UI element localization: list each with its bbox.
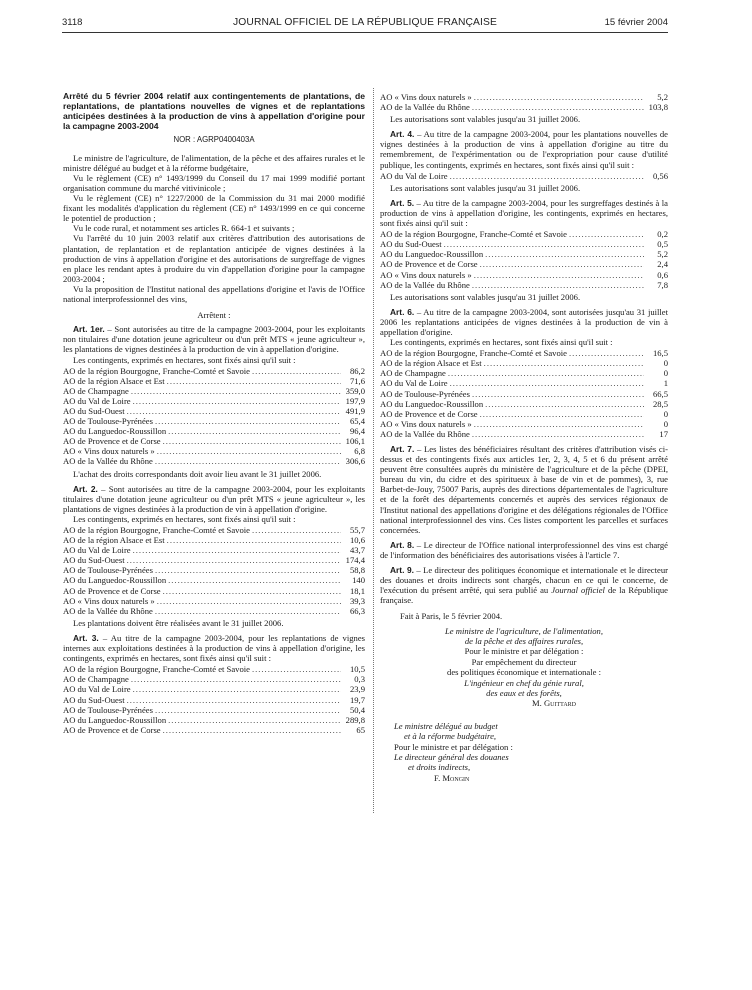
quota-value: 0,6	[657, 269, 668, 280]
appellation-name: AO de la Vallée du Rhône	[380, 102, 470, 113]
quota-value: 0	[663, 408, 668, 419]
quota-value: 0	[663, 358, 668, 369]
quota-row	[63, 416, 365, 426]
issue-date: 15 février 2004	[604, 17, 668, 28]
quota-row	[63, 376, 365, 386]
appellation-name: AO « Vins doux naturels »	[380, 269, 472, 280]
quota-row	[380, 419, 668, 429]
dot-leader	[167, 376, 341, 386]
quota-value: 65	[356, 724, 365, 735]
appellation-name: AO du Sud-Ouest	[63, 555, 125, 566]
quota-row	[63, 525, 365, 535]
dot-leader	[155, 416, 341, 426]
quota-row	[380, 368, 668, 378]
dot-leader	[472, 429, 644, 439]
quota-value: 50,4	[349, 704, 365, 715]
quota-row	[380, 429, 668, 439]
quota-row	[380, 409, 668, 419]
dot-leader	[480, 409, 644, 419]
quota-row	[63, 606, 365, 616]
signatory-name: F. Mongin	[434, 772, 470, 783]
dot-leader	[485, 249, 644, 259]
appellation-name: AO de la région Alsace et Est	[63, 375, 165, 386]
quota-table	[380, 229, 668, 290]
dot-leader	[127, 555, 341, 565]
dot-leader	[168, 426, 341, 436]
dot-leader	[163, 586, 341, 596]
article-2: Art. 2. – Sont autorisées au titre de la campagne 2003-2004, pour les exploitants titulaires d'une dotation jeune agriculteur ou d'un prêt MTS « jeune agriculteur », les plantations de vignes destinées à la production de vin à appellation d'origine.	[63, 483, 365, 514]
quota-row	[63, 456, 365, 466]
quota-value: 140	[352, 575, 365, 586]
quota-value: 0,5	[657, 239, 668, 250]
appellation-name: AO de Toulouse-Pyrénées	[63, 704, 153, 715]
appellation-name: AO du Sud-Ouest	[380, 239, 442, 250]
quota-value: 6,8	[354, 446, 365, 457]
article-3: Art. 3. – Au titre de la campagne 2003-2004, pour les replantations de vignes internes aux exploitations destinées à la production de vins à appellation d'origine, les contingents, exprimés en hectares, sont fixés ainsi qu'il suit :	[63, 632, 365, 664]
quota-value: 197,9	[345, 395, 365, 406]
journal-title: JOURNAL OFFICIEL DE LA RÉPUBLIQUE FRANÇAISE	[233, 17, 497, 28]
appellation-name: AO du Val de Loire	[63, 545, 131, 556]
dot-leader	[168, 715, 341, 725]
quota-value: 66,3	[349, 605, 365, 616]
article-6: Art. 6. – Au titre de la campagne 2003-2004, sont autorisées jusqu'au 31 juillet 2006 les replantations anticipées de vignes destinées à la production de vin à appellation d'origine.	[380, 306, 668, 337]
quota-row	[63, 366, 365, 376]
quota-table	[380, 92, 668, 112]
quota-value: 18,1	[349, 585, 365, 596]
quota-value: 106,1	[345, 436, 365, 447]
article-label: Art. 9.	[390, 565, 414, 576]
dot-leader	[163, 725, 341, 735]
preamble-paragraph: Vu l'arrêté du 10 juin 2003 relatif aux critères d'attribution des autorisations de plantation, de replantation et de replantation anticipée de vignes destinées à la production de vins à appellation d'origine et des autorisations de surgreffage de vignes en place les rendant aptes à produire du vin d'appellation d'origine pour la campagne 2003-2004 ;	[63, 233, 365, 284]
dot-leader	[484, 358, 644, 368]
appellation-name: AO de la Vallée du Rhône	[380, 279, 470, 290]
quota-row	[63, 695, 365, 705]
appellation-name: AO de Champagne	[63, 674, 129, 685]
dot-leader	[472, 102, 644, 112]
dot-leader	[127, 406, 341, 416]
quota-row	[380, 249, 668, 259]
article-label: Art. 7.	[390, 444, 415, 454]
page-number: 3118	[62, 17, 83, 28]
appellation-name: AO du Val de Loire	[380, 378, 448, 389]
quota-value: 103,8	[648, 102, 668, 113]
dot-leader	[133, 545, 341, 555]
decree-title: Arrêté du 5 février 2004 relatif aux contingentements de plantations, de replantations, de plantations nouvelles de vignes et de replantations anticipées destinées à la production de vins à appellation d'origine pour la campagne 2003-2004	[63, 91, 365, 131]
dot-leader	[131, 386, 341, 396]
quota-row	[63, 725, 365, 735]
appellation-name: AO de Provence et de Corse	[63, 724, 161, 735]
article-footer: Les plantations doivent être réalisées avant le 31 juillet 2006.	[73, 617, 284, 628]
quota-value: 19,7	[349, 694, 365, 705]
quota-value: 306,6	[345, 456, 365, 467]
signature-block-agriculture: Le ministre de l'agriculture, de l'alimentation, de la pêche et des affaires rurales, Pour le ministre et par délégation : Par empêchement du directeur des politiques économique et internationale : L'ingénieur en chef du génie rural, des eaux et des forêts, M. Guittard	[380, 626, 668, 709]
appellation-name: AO « Vins doux naturels »	[380, 92, 472, 102]
right-column	[380, 92, 668, 783]
quota-value: 0	[663, 368, 668, 379]
quota-value: 17	[659, 428, 668, 439]
quota-row	[63, 664, 365, 674]
nor-reference: NOR : AGRP0400403A	[173, 134, 255, 144]
quota-value: 43,7	[349, 545, 365, 556]
appellation-name: AO de Provence et de Corse	[63, 436, 161, 447]
quota-table	[380, 171, 668, 181]
arrete-label: Arrêtent :	[197, 310, 231, 321]
article-footer: Les autorisations sont valables jusqu'au 31 juillet 2006.	[390, 182, 581, 193]
article-7: Art. 7. – Les listes des bénéficiaires résultant des critères d'attribution visés ci-dessus et des contingents fixés aux articles 1er, 2, 3, 4, 5 et 6 du présent arrêté peuvent être consultées auprès du ministère de l'agriculture et de la pêche (DPEI, bureau du vin, du cidre et des spiritueux à base de vin et de pommes), 3, rue Barbet-de-Jouy, 75007 Paris, auprès des directions départementales de l'agriculture et de la forêt des départements concernés et auprès des services régionaux de l'Institut national des appellations d'origine et des délégations régionales de l'Office national interprofessionnel des vins. Ces listes comportent les parcelles et surfaces concernées.	[380, 444, 668, 535]
quota-table	[63, 366, 365, 467]
quota-row	[63, 596, 365, 606]
quota-row	[63, 396, 365, 406]
appellation-name: AO de Toulouse-Pyrénées	[63, 416, 153, 427]
appellation-name: AO « Vins doux naturels »	[63, 446, 155, 457]
appellation-name: AO de Toulouse-Pyrénées	[380, 388, 470, 399]
quota-row	[63, 555, 365, 565]
dot-leader	[474, 270, 644, 280]
article-footer: L'achat des droits correspondants doit avoir lieu avant le 31 juillet 2006.	[73, 468, 322, 479]
appellation-name: AO de Champagne	[63, 385, 129, 396]
article-1: Art. 1er. – Sont autorisées au titre de la campagne 2003-2004, pour les exploitants non titulaires d'une dotation jeune agriculteur ou d'un prêt MTS « jeune agriculteur », les plantations de vignes destinées à la production de vin à appellation d'origine.	[63, 324, 365, 355]
dot-leader	[450, 378, 644, 388]
quota-row	[380, 102, 668, 112]
dot-leader	[157, 596, 341, 606]
preamble-paragraph: Vu la proposition de l'Institut national des appellations d'origine et l'avis de l'Office national interprofessionnel des vins,	[63, 283, 365, 305]
quota-value: 23,9	[349, 684, 365, 695]
article-intro: Les contingents, exprimés en hectares, sont fixés ainsi qu'il suit :	[73, 354, 296, 365]
article-label: Art. 5.	[390, 197, 415, 208]
quota-row	[380, 389, 668, 399]
quota-row	[380, 171, 668, 181]
quota-value: 5,2	[657, 249, 668, 260]
dot-leader	[157, 446, 341, 456]
preamble-paragraph: Vu le règlement (CE) n° 1227/2000 de la Commission du 31 mai 2000 modifié fixant les modalités d'application du règlement (CE) n° 1493/1999 en ce qui concerne le potentiel de production ;	[63, 193, 365, 224]
appellation-name: AO du Sud-Ouest	[63, 694, 125, 705]
dot-leader	[133, 684, 341, 694]
appellation-name: AO du Val de Loire	[63, 684, 131, 695]
appellation-name: AO du Languedoc-Roussillon	[63, 575, 167, 586]
quota-value: 66,5	[652, 388, 668, 399]
quota-row	[380, 229, 668, 239]
dot-leader	[474, 92, 644, 102]
appellation-name: AO du Languedoc-Roussillon	[63, 714, 167, 725]
dot-leader	[480, 259, 644, 269]
quota-value: 0,2	[657, 229, 668, 240]
column-divider	[373, 88, 375, 813]
quota-row	[380, 239, 668, 249]
article-label: Art. 6.	[390, 306, 415, 317]
article-5: Art. 5. – Au titre de la campagne 2003-2004, pour les surgreffages destinés à la production de vins à appellation d'origine, les contingents, exprimés en hectares, sont fixés ainsi qu'il suit :	[380, 197, 668, 229]
dot-leader	[127, 695, 341, 705]
article-label: Art. 8.	[390, 539, 415, 550]
dot-leader	[444, 239, 644, 249]
quota-value: 0	[663, 418, 668, 429]
quota-row	[63, 586, 365, 596]
quota-value: 16,5	[652, 348, 668, 359]
quota-value: 174,4	[345, 555, 365, 566]
quota-value: 7,8	[657, 279, 668, 290]
signature-date: Fait à Paris, le 5 février 2004.	[400, 611, 503, 622]
appellation-name: AO de la région Alsace et Est	[63, 535, 165, 546]
quota-value: 55,7	[349, 525, 365, 535]
quota-value: 0,56	[652, 170, 668, 181]
appellation-name: AO « Vins doux naturels »	[380, 418, 472, 429]
quota-row	[380, 399, 668, 409]
quota-row	[380, 280, 668, 290]
article-intro: Les contingents, exprimés en hectares, sont fixés ainsi qu'il suit :	[390, 337, 613, 348]
quota-row	[380, 378, 668, 388]
appellation-name: AO de la Vallée du Rhône	[380, 428, 470, 439]
dot-leader	[133, 396, 341, 406]
dot-leader	[155, 456, 341, 466]
preamble-paragraph: Le ministre de l'agriculture, de l'alimentation, de la pêche et des affaires rurales et le ministre délégué au budget et à la réforme budgétaire,	[63, 152, 365, 173]
left-column	[63, 92, 365, 737]
quota-row	[63, 715, 365, 725]
quota-row	[63, 436, 365, 446]
dot-leader	[252, 664, 341, 674]
article-8: Art. 8. – Le directeur de l'Office national interprofessionnel des vins est chargé de l'information des bénéficiaires des autorisations visées à l'article 7.	[380, 539, 668, 560]
quota-value: 289,8	[345, 714, 365, 725]
quota-row	[63, 674, 365, 684]
quota-row	[63, 446, 365, 456]
dot-leader	[472, 389, 644, 399]
dot-leader	[155, 565, 341, 575]
article-9: Art. 9. – Le directeur des politiques économique et internationale et le directeur des douanes et droits indirects sont chargés, chacun en ce qui le concerne, de l'exécution du présent arrêté, qui sera publié au Journal officiel de la République française.	[380, 565, 668, 606]
preamble-paragraph: Vu le règlement (CE) n° 1493/1999 du Conseil du 17 mai 1999 modifié portant organisation commune du marché vitivinicole ;	[63, 172, 365, 193]
quota-row	[380, 270, 668, 280]
appellation-name: AO de Provence et de Corse	[63, 585, 161, 596]
quota-value: 71,6	[349, 375, 365, 386]
appellation-name: AO du Val de Loire	[380, 170, 448, 181]
quota-value: 1	[663, 378, 668, 389]
appellation-name: AO du Languedoc-Roussillon	[63, 426, 167, 437]
quota-value: 65,4	[349, 416, 365, 427]
dot-leader	[252, 366, 341, 376]
appellation-name: AO de la région Bourgogne, Franche-Comté et Savoie	[380, 348, 567, 359]
header-rule	[62, 32, 668, 33]
article-label: Art. 4.	[390, 129, 415, 140]
quota-row	[63, 575, 365, 585]
appellation-name: AO de la région Bourgogne, Franche-Comté et Savoie	[63, 525, 250, 535]
quota-row	[63, 426, 365, 436]
article-label: Art. 2.	[73, 483, 98, 494]
quota-value: 2,4	[657, 259, 668, 270]
appellation-name: AO de Provence et de Corse	[380, 259, 478, 270]
signatory-name: M. Guittard	[532, 698, 576, 709]
dot-leader	[485, 399, 644, 409]
page-header	[62, 16, 668, 30]
dot-leader	[252, 525, 341, 535]
quota-row	[380, 259, 668, 269]
appellation-name: AO du Sud-Ouest	[63, 405, 125, 416]
article-4: Art. 4. – Au titre de la campagne 2003-2004, pour les plantations nouvelles de vignes destinées à la production de vins à appellation d'origine au titre du remembrement, de l'expérimentation ou de l'expropriation pour cause d'utilité publique, les contingents, exprimés en hectares, sont fixés ainsi qu'il suit :	[380, 129, 668, 170]
quota-row	[63, 684, 365, 694]
quota-value: 28,5	[652, 398, 668, 409]
quota-value: 10,5	[349, 664, 365, 675]
quota-row	[63, 705, 365, 715]
dot-leader	[569, 229, 644, 239]
quota-row	[380, 358, 668, 368]
quota-row	[380, 348, 668, 358]
appellation-name: AO de la région Alsace et Est	[380, 358, 482, 369]
appellation-name: AO du Val de Loire	[63, 395, 131, 406]
dot-leader	[168, 575, 341, 585]
dot-leader	[450, 171, 644, 181]
quota-row	[63, 406, 365, 416]
dot-leader	[155, 705, 341, 715]
dot-leader	[474, 419, 644, 429]
appellation-name: AO de la région Bourgogne, Franche-Comté et Savoie	[63, 365, 250, 376]
signature-block-budget: Le ministre délégué au budget et à la réforme budgétaire, Pour le ministre et par délégation : Le directeur général des douanes et droits indirects, F. Mongin	[394, 721, 668, 783]
appellation-name: AO de la Vallée du Rhône	[63, 456, 153, 467]
article-label: Art. 1er.	[73, 324, 105, 335]
quota-row	[63, 535, 365, 545]
appellation-name: AO du Languedoc-Roussillon	[380, 249, 484, 260]
dot-leader	[155, 606, 341, 616]
appellation-name: AO du Languedoc-Roussillon	[380, 398, 484, 409]
quota-value: 96,4	[349, 426, 365, 437]
article-footer: Les autorisations sont valables jusqu'au 31 juillet 2006.	[390, 114, 581, 125]
appellation-name: AO de Champagne	[380, 368, 446, 379]
quota-value: 39,3	[349, 595, 365, 606]
dot-leader	[167, 535, 341, 545]
quota-value: 86,2	[349, 365, 365, 376]
quota-row	[63, 565, 365, 575]
article-label: Art. 3.	[73, 632, 99, 643]
quota-row	[63, 386, 365, 396]
article-footer: Les autorisations sont valables jusqu'au 31 juillet 2006.	[390, 291, 581, 302]
dot-leader	[569, 348, 644, 358]
appellation-name: AO de Provence et de Corse	[380, 408, 478, 419]
article-intro: Les contingents, exprimés en hectares, sont fixés ainsi qu'il suit :	[73, 513, 296, 524]
quota-value: 58,8	[349, 565, 365, 576]
quota-table	[380, 348, 668, 439]
quota-value: 359,0	[345, 385, 365, 396]
appellation-name: AO de Toulouse-Pyrénées	[63, 565, 153, 576]
appellation-name: AO de la Vallée du Rhône	[63, 605, 153, 616]
dot-leader	[472, 280, 644, 290]
preamble-paragraph: Vu le code rural, et notamment ses articles R. 664-1 et suivants ;	[73, 223, 295, 234]
appellation-name: AO de la région Bourgogne, Franche-Comté et Savoie	[63, 664, 250, 675]
quota-value: 10,6	[349, 535, 365, 546]
quota-value: 0,3	[354, 674, 365, 685]
quota-value: 491,9	[345, 405, 365, 416]
quota-table	[63, 525, 365, 616]
dot-leader	[131, 674, 341, 684]
dot-leader	[448, 368, 644, 378]
quota-row	[63, 545, 365, 555]
quota-table	[63, 664, 365, 735]
dot-leader	[163, 436, 341, 446]
appellation-name: AO « Vins doux naturels »	[63, 595, 155, 606]
quota-row	[380, 92, 668, 102]
quota-value: 5,2	[657, 92, 668, 102]
appellation-name: AO de la région Bourgogne, Franche-Comté et Savoie	[380, 229, 567, 240]
